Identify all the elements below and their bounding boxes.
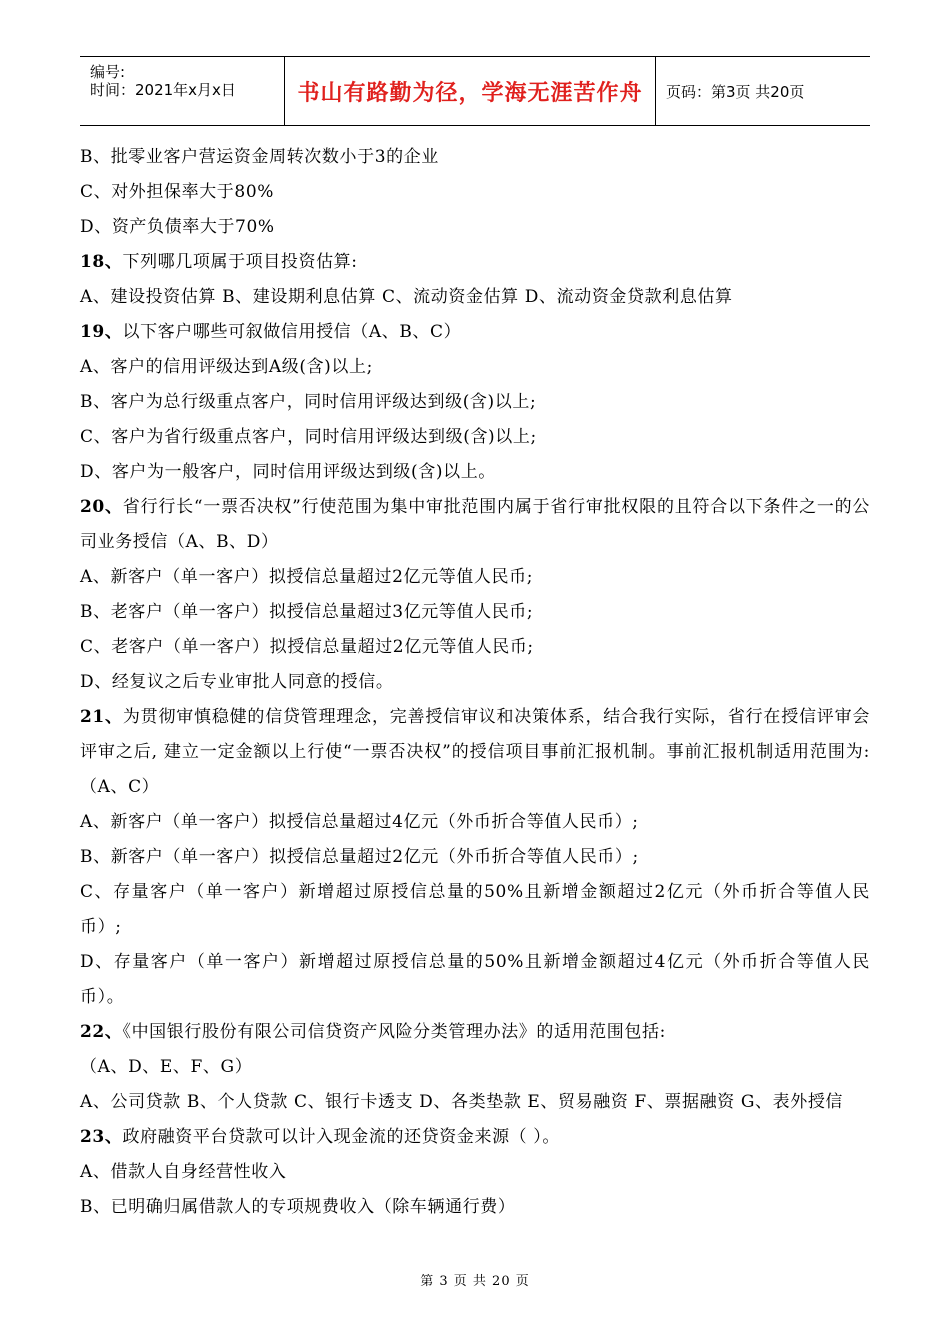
page-header [80,56,870,126]
line-text: 为贯彻审慎稳健的信贷管理理念，完善授信审议和决策体系，结合我行实际，省行在授信评审会评审之后, 建立一定金额以上行使“一票否决权”的授信项目事前汇报机制。事前汇报机制适用范围为:（A、C） [80,707,870,797]
line-text: B、已明确归属借款人的专项规费收入（除车辆通行费） [80,1197,516,1217]
line-text: D、资产负债率大于70% [80,217,275,237]
motto-text: 书山有路勤为径，学海无涯苦作舟 [297,80,643,106]
question-line [80,490,870,560]
document-body [80,140,870,1225]
line-text: C、老客户（单一客户）拟授信总量超过2亿元等值人民币; [80,637,534,657]
question-number: 23、 [80,1127,123,1147]
page-info-text: 页码：第3页 共20页 [666,82,805,101]
line-text: A、建设投资估算 B、建设期利息估算 C、流动资金估算 D、流动资金贷款利息估算 [80,287,733,307]
text-line [80,140,870,175]
question-number: 18、 [80,252,123,272]
text-line [80,1085,870,1120]
text-line [80,280,870,315]
text-line [80,665,870,700]
text-line [80,385,870,420]
document-date-label: 时间：2021年x月x日 [90,81,236,99]
question-number: 20、 [80,497,123,517]
line-text: A、公司贷款 B、个人贷款 C、银行卡透支 D、各类垫款 E、贸易融资 F、票据融资 G、表外授信 [80,1092,844,1112]
text-line [80,210,870,245]
question-number: 21、 [80,707,123,727]
text-line [80,945,870,1015]
line-text: B、老客户（单一客户）拟授信总量超过3亿元等值人民币; [80,602,534,622]
question-line [80,315,870,350]
header-motto [284,57,656,125]
question-number: 19、 [80,322,123,342]
header-meta [80,57,284,125]
line-text: A、新客户（单一客户）拟授信总量超过4亿元（外币折合等值人民币）; [80,812,639,832]
line-text: 政府融资平台贷款可以计入现金流的还贷资金来源（ ）。 [122,1127,560,1147]
text-line [80,455,870,490]
line-text: A、借款人自身经营性收入 [80,1162,287,1182]
line-text: B、客户为总行级重点客户，同时信用评级达到级(含)以上; [80,392,537,412]
line-text: D、存量客户（单一客户）新增超过原授信总量的50%且新增金额超过4亿元（外币折合等值人民币）。 [80,952,870,1007]
question-line [80,1120,870,1155]
line-text: A、客户的信用评级达到A级(含)以上; [80,357,373,377]
header-page-info [656,57,870,125]
text-line [80,805,870,840]
line-text: C、客户为省行级重点客户，同时信用评级达到级(含)以上; [80,427,537,447]
text-line [80,875,870,945]
text-line [80,420,870,455]
line-text: B、新客户（单一客户）拟授信总量超过2亿元（外币折合等值人民币）; [80,847,639,867]
text-line [80,840,870,875]
line-text: （A、D、E、F、G） [80,1057,253,1077]
line-text: 以下客户哪些可叙做信用授信（A、B、C） [122,322,462,342]
question-line [80,245,870,280]
line-text: D、客户为一般客户，同时信用评级达到级(含)以上。 [80,462,496,482]
line-text: 下列哪几项属于项目投资估算: [122,252,358,272]
line-text: D、经复议之后专业审批人同意的授信。 [80,672,394,692]
text-line [80,175,870,210]
line-text: 《中国银行股份有限公司信贷资产风险分类管理办法》的适用范围包括: [122,1022,666,1042]
line-text: 省行行长“一票否决权”行使范围为集中审批范围内属于省行审批权限的且符合以下条件之一的公司业务授信（A、B、D） [80,497,870,552]
line-text: C、对外担保率大于80% [80,182,274,202]
question-line [80,700,870,805]
page-footer: 第 3 页 共 20 页 [420,1274,530,1289]
text-line [80,595,870,630]
text-line [80,1190,870,1225]
line-text: C、存量客户（单一客户）新增超过原授信总量的50%且新增金额超过2亿元（外币折合等值人民币）; [80,882,870,937]
text-line [80,1155,870,1190]
text-line [80,1050,870,1085]
text-line [80,630,870,665]
question-line [80,1015,870,1050]
document-number-label: 编号: [90,63,126,81]
line-text: A、新客户（单一客户）拟授信总量超过2亿元等值人民币; [80,567,534,587]
question-number: 22、 [80,1022,123,1042]
text-line [80,350,870,385]
line-text: B、批零业客户营运资金周转次数小于3的企业 [80,147,439,167]
text-line [80,560,870,595]
